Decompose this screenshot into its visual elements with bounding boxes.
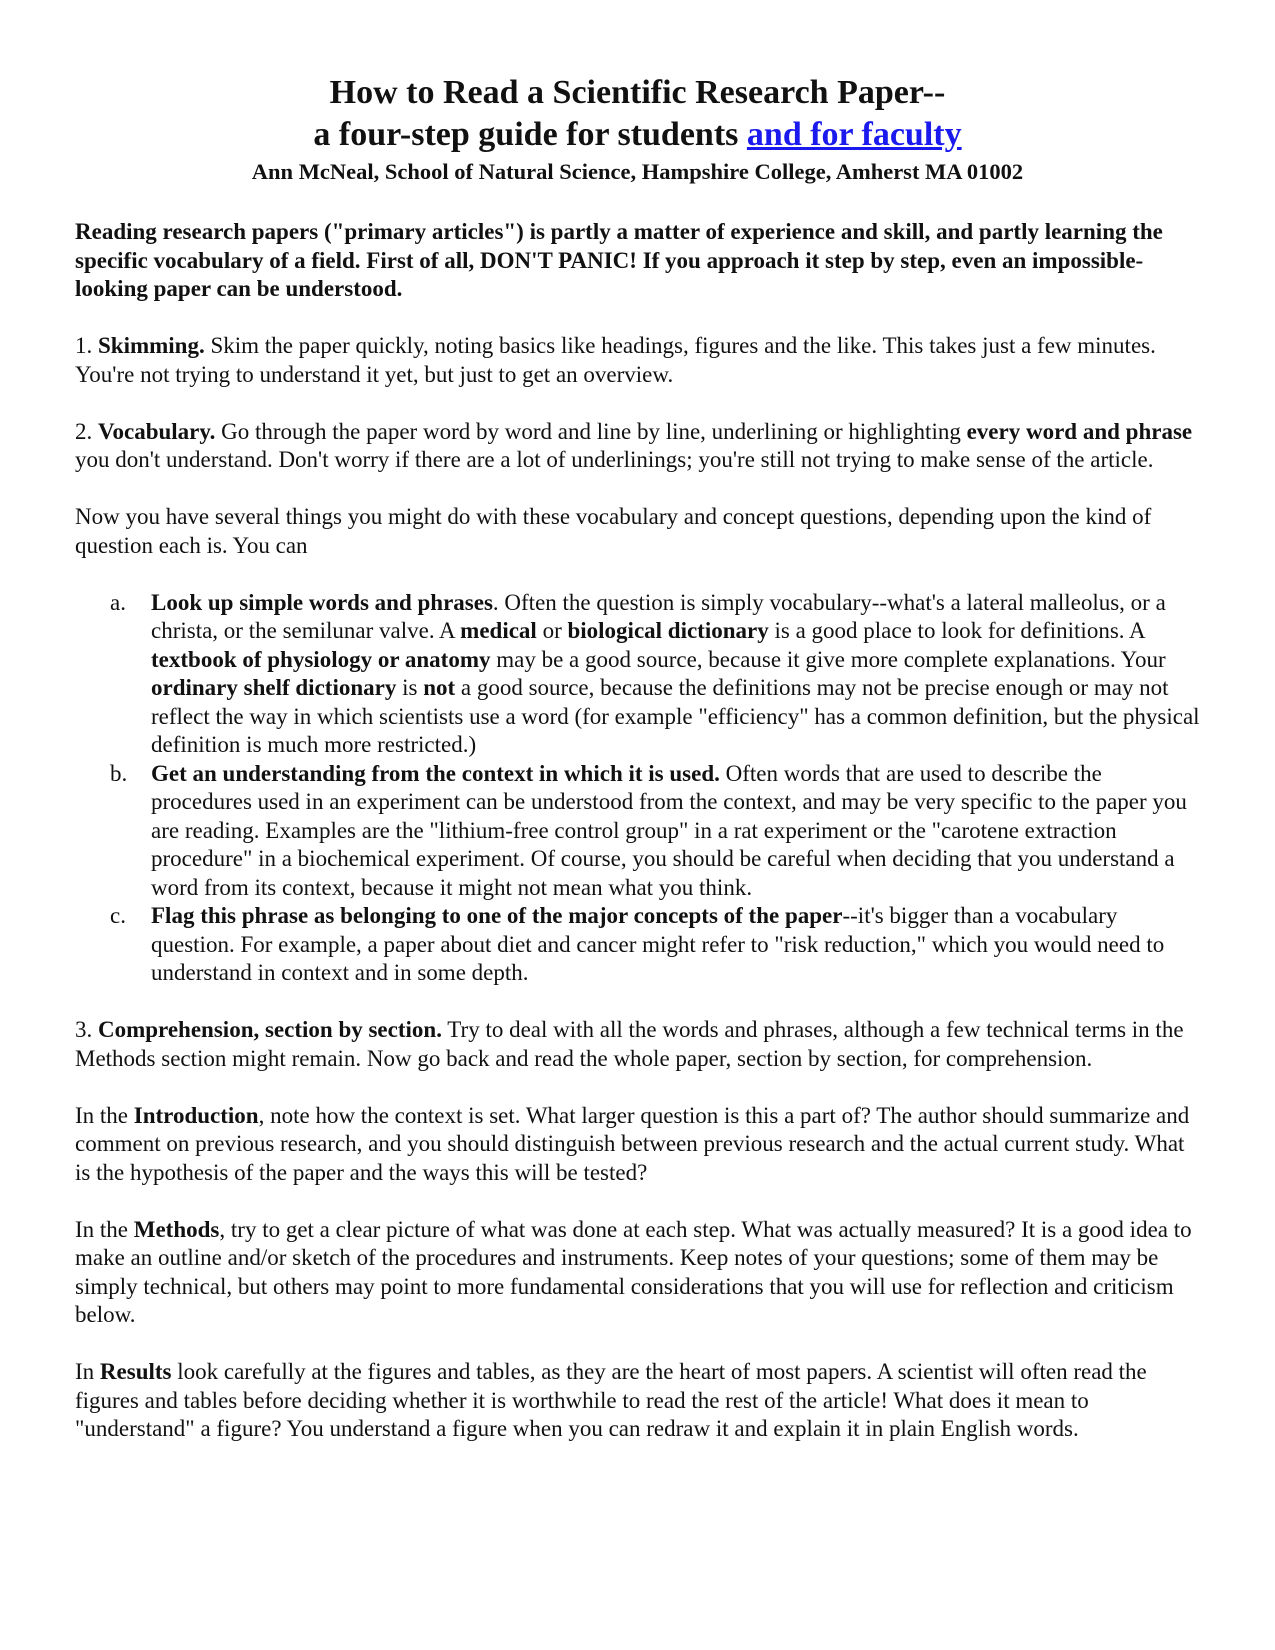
step-2-emphasis: every word and phrase	[966, 418, 1193, 444]
faculty-link[interactable]: and for faculty	[746, 116, 962, 153]
item-c-text: --it's bigger than a vocabulary question. For example, a paper about diet and cancer might refer to "risk reduction," which you would need to understand in context and in some depth.	[151, 903, 1165, 985]
list-marker: a.	[110, 589, 126, 615]
item-a-bold-3: biological dictionary	[567, 618, 769, 643]
intro-paragraph: Reading research papers ("primary articles") is partly a matter of experience and skill, and partly learning the specific vocabulary of a field. First of all, DON'T PANIC! If you approach it step by step, even an impossible-looking paper can be understood.	[75, 219, 1163, 301]
introduction-text: , note how the context is set. What larger question is this a part of? The author should summarize and comment on previous research, and you should distinguish between previous research and the actual current study. What is the hypothesis of the paper and the ways this will be tested?	[75, 1102, 1190, 1185]
list-item	[75, 589, 1200, 760]
step-1-number: 1.	[75, 333, 98, 358]
item-a-text-2: or	[536, 618, 568, 643]
step-1-heading: Skimming.	[98, 333, 205, 358]
item-a-bold-5: ordinary shelf dictionary	[151, 675, 397, 700]
step-2-paragraph	[75, 418, 1200, 475]
results-prefix: In	[75, 1359, 100, 1384]
results-paragraph	[75, 1358, 1200, 1444]
list-marker: c.	[110, 903, 126, 928]
item-b-text: Often words that are used to describe the procedures used in an experiment can be understood from the context, and may be very specific to the paper you are reading. Examples are the "lithium-free control group" in a rat experiment or the "carotene extraction procedure" in a biochemical experiment. Of course, you should be careful when deciding that you understand a word from its context, because it might not mean what you think.	[151, 760, 1187, 900]
subtitle-text: a four-step guide for students	[313, 116, 747, 153]
item-c-heading: Flag this phrase as belonging to one of the major concepts of the paper	[151, 903, 843, 928]
methods-prefix: In the	[75, 1216, 134, 1242]
step-3-number: 3.	[75, 1017, 98, 1042]
item-b-heading: Get an understanding from the context in which it is used.	[151, 760, 720, 786]
step-2-number: 2.	[75, 418, 98, 444]
title-block	[75, 72, 1200, 186]
step-3-text: Try to deal with all the words and phrases, although a few technical terms in the Methods section might remain. Now go back and read the whole paper, section by section, for comprehension.	[75, 1017, 1184, 1071]
step-2-text: Go through the paper word by word and line by line, underlining or highlighting	[215, 418, 967, 444]
item-a-text-4: may be a good source, because it give more complete explanations. Your	[490, 646, 1166, 672]
item-a-text-1: . Often the question is simply vocabulary--what's a lateral malleolus, or a christa, or the semilunar valve. A	[151, 589, 1166, 643]
options-paragraph: Now you have several things you might do with these vocabulary and concept questions, depending upon the kind of question each is. You can	[75, 504, 1152, 558]
step-3-paragraph	[75, 1016, 1200, 1073]
step-3-heading: Comprehension, section by section.	[98, 1017, 442, 1042]
author-line: Ann McNeal, School of Natural Science, Hampshire College, Amherst MA 01002	[251, 159, 1024, 184]
item-a-text-6: a good source, because the definitions may not be precise enough or may not reflect the way in which scientists use a word (for example "efficiency" has a common definition, but the physical definition is much more restricted.)	[151, 675, 1200, 757]
step-2-heading: Vocabulary.	[98, 418, 216, 444]
item-a-bold-6: not	[423, 675, 456, 700]
step-1-paragraph	[75, 332, 1200, 389]
step-2-text-end: you don't understand. Don't worry if there are a lot of underlinings; you're still not trying to make sense of the article.	[75, 447, 1154, 472]
introduction-paragraph	[75, 1102, 1200, 1188]
item-a-heading: Look up simple words and phrases	[151, 589, 493, 615]
introduction-prefix: In the	[75, 1102, 134, 1128]
item-a-bold-2: medical	[460, 618, 537, 643]
step-1-text: Skim the paper quickly, noting basics like headings, figures and the like. This takes just a few minutes. You're not trying to understand it yet, but just to get an overview.	[75, 333, 1156, 387]
results-heading: Results	[99, 1359, 172, 1384]
introduction-heading: Introduction	[133, 1102, 259, 1128]
page-subtitle	[75, 114, 1200, 156]
results-text: look carefully at the figures and tables, as they are the heart of most papers. A scientist will often read the figures and tables before deciding whether it is worthwhile to read the rest of the article! What does it mean to "understand" a figure? You understand a figure when you can redraw it and explain it in plain English words.	[75, 1359, 1147, 1441]
item-a-text-3: is a good place to look for definitions. A	[768, 618, 1145, 643]
methods-heading: Methods	[133, 1216, 220, 1242]
methods-paragraph	[75, 1216, 1200, 1330]
list-marker: b.	[110, 760, 128, 786]
page-title: How to Read a Scientific Research Paper--	[329, 74, 946, 111]
list-item	[75, 902, 1200, 988]
options-list	[75, 589, 1200, 988]
methods-text: , try to get a clear picture of what was done at each step. What was actually measured? It is a good idea to make an outline and/or sketch of the procedures and instruments. Keep notes of your questions; some of them may be simply technical, but others may point to more fundamental considerations that you will use for reflection and criticism below.	[75, 1216, 1192, 1327]
list-item	[75, 760, 1200, 903]
item-a-bold-4: textbook of physiology or anatomy	[151, 646, 491, 672]
item-a-text-5: is	[396, 675, 424, 700]
